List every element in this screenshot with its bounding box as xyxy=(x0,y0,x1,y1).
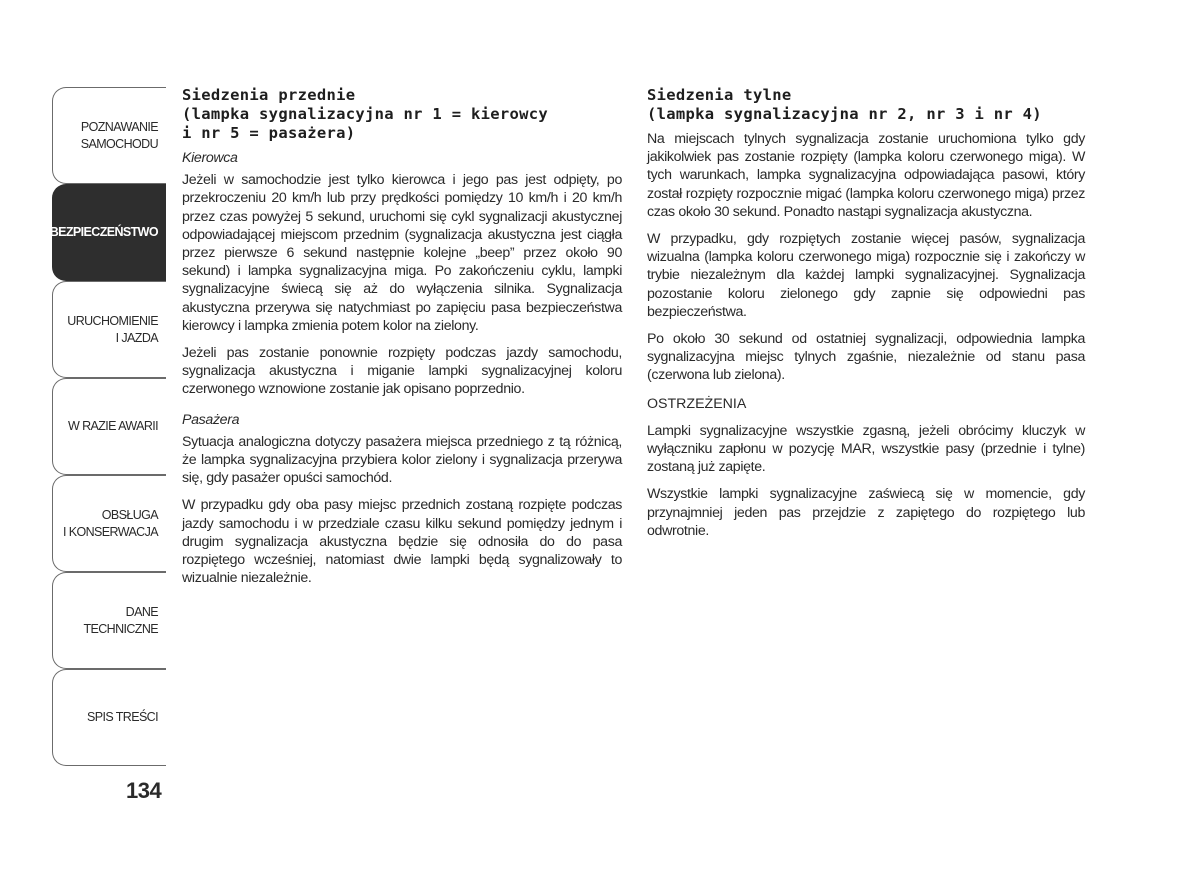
tab-poznawanie-samochodu[interactable]: POZNAWANIE SAMOCHODU xyxy=(52,87,166,184)
paragraph: Jeżeli pas zostanie ponownie rozpięty podczas jazdy samochodu, sygnalizacja akustyczna i miganie lampki sygnalizacyjnej koloru czerwonego wznowione zostanie jak opisano poprzednio. xyxy=(182,345,622,398)
paragraph: Wszystkie lampki sygnalizacyjne zaświecą się w momencie, gdy przynajmniej jeden pas przejdzie z zapiętego do rozpiętego lub odwrotnie. xyxy=(647,486,1085,539)
paragraph: Sytuacja analogiczna dotyczy pasażera miejsca przedniego z tą różnicą, że lampka sygnalizacyjna przybiera kolor zielony i sygnalizacja przerywa się, gdy pasażer opuści samochód. xyxy=(182,433,622,487)
paragraph: Lampki sygnalizacyjne wszystkie zgasną, jeżeli obrócimy kluczyk w wyłączniku zapłonu w pozycję MAR, wszystkie pasy (przednie i tylne) zostaną już zapięte. xyxy=(647,422,1085,476)
chapter-tabs xyxy=(49,87,166,766)
tab-obsluga-i-konserwacja[interactable]: OBSŁUGA I KONSERWACJA xyxy=(52,475,166,572)
heading-line: (lampka sygnalizacyjna nr 2, nr 3 i nr 4) xyxy=(647,105,1042,123)
heading-line: i nr 5 = pasażera) xyxy=(182,124,356,142)
page-number: 134 xyxy=(126,778,162,803)
warnings-title: OSTRZEŻENIA xyxy=(647,395,747,412)
passenger-subtitle: Pasażera xyxy=(182,411,240,428)
rear-seats-section xyxy=(647,86,1085,549)
tab-dane-techniczne[interactable]: DANE TECHNICZNE xyxy=(52,572,166,669)
tab-uruchomienie-i-jazda[interactable]: URUCHOMIENIE I JAZDA xyxy=(52,281,166,378)
tab-bezpieczenstwo[interactable]: BEZPIECZEŃSTWO xyxy=(52,184,166,281)
tab-spis-tresci[interactable]: SPIS TREŚCI xyxy=(52,669,166,766)
heading-line: Siedzenia przednie xyxy=(182,86,356,104)
paragraph: W przypadku gdy oba pasy miejsc przednich zostaną rozpięte podczas jazdy samochodu i w przedziale czasu kilku sekund pomiędzy jednym i drugim sygnalizacja akustyczna będzie się odnosiła do do pasa rozpiętego wcześniej, natomiast dwie lampki będą sygnalizowały to wizualnie niezależnie. xyxy=(182,497,622,587)
front-seats-heading xyxy=(182,86,622,143)
heading-line: Siedzenia tylne xyxy=(647,86,792,104)
paragraph: Po około 30 sekund od ostatniej sygnalizacji, odpowiednia lampka sygnalizacyjna miejsc tylnych zgaśnie, niezależnie od stanu pasa (czerwona lub zielona). xyxy=(647,331,1085,384)
paragraph: W przypadku, gdy rozpiętych zostanie więcej pasów, sygnalizacja wizualna (lampka koloru czerwonego miga) rozpocznie się i zakończy w trybie niezależnym dla każdej lampki sygnalizacyjnej. Sygnalizacja pozostanie koloru zielonego gdy zapnie się odpowiedni pas bezpieczeństwa. xyxy=(647,231,1085,320)
paragraph: Jeżeli w samochodzie jest tylko kierowca i jego pas jest odpięty, po przekroczeniu 20 km/h lub przy prędkości pomiędzy 10 km/h i 20 km/h przez czas powyżej 5 sekund, uruchomi się cykl sygnalizacji akustycznej odpowiadającej miejscom przednim (sygnalizacja akustyczna jest ciągła przez pierwsze 6 sekund następnie kolejne „beep” przez około 90 sekund) i lampka sygnalizacyjna miga. Po zakończeniu cyklu, lampki sygnalizacyjne świecą się aż do wyłączenia silnika. Sygnalizacja akustyczna przerywa się natychmiast po zapięciu pasa bezpieczeństwa kierowcy i lampka zmienia potem kolor na zielony. xyxy=(182,172,622,334)
paragraph: Na miejscach tylnych sygnalizacja zostanie uruchomiona tylko gdy jakikolwiek pas zostanie rozpięty (lampka koloru czerwonego miga). W tych warunkach, lampka sygnalizacyjna odpowiadająca pasowi, który został rozpięty rozpocznie migać (lampka koloru czerwonego miga) przez czas około 30 sekund. Ponadto nastąpi sygnalizacja akustyczna. xyxy=(647,131,1085,220)
tab-w-razie-awarii[interactable]: W RAZIE AWARII xyxy=(52,378,166,475)
rear-seats-heading xyxy=(647,86,1085,124)
heading-line: (lampka sygnalizacyjna nr 1 = kierowcy xyxy=(182,105,549,123)
front-seats-section xyxy=(182,86,622,596)
driver-subtitle: Kierowca xyxy=(182,150,238,166)
